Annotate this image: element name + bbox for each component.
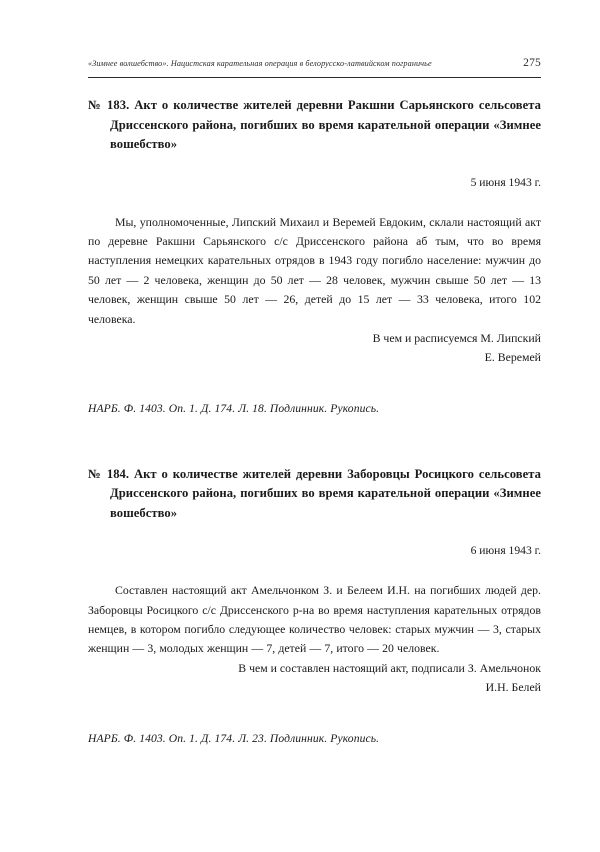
document-date: 6 июня 1943 г. bbox=[470, 544, 541, 558]
signature-line: И.Н. Белей bbox=[485, 680, 541, 695]
spacer bbox=[88, 698, 541, 730]
spacer bbox=[88, 368, 541, 400]
signature-line: В чем и расписуемся М. Липский bbox=[372, 330, 541, 345]
document-entry bbox=[88, 96, 541, 417]
running-header-title: «Зимнее волшебство». Нацистская карательная операция в белорусско-латвийском пограничье bbox=[88, 59, 432, 68]
document-body: Составлен настоящий акт Амельчонком З. и Белеем И.Н. на погибших людей дер. Заборовцы Росицкого с/с Дриссенского р-на во время наступления карательных отрядов немцев, в котором погибло следующее количество человек: старых мужчин — 3, старых женщин — 3, молодых женщин — 7, детей — 7, итого — 20 человек. bbox=[88, 583, 541, 656]
signature-line: Е. Веремей bbox=[484, 350, 541, 365]
archive-reference: НАРБ. Ф. 1403. Оп. 1. Д. 174. Л. 18. Подлинник. Рукопись. bbox=[88, 401, 380, 415]
running-header bbox=[88, 57, 541, 69]
spacer bbox=[88, 417, 541, 465]
spacer bbox=[88, 191, 541, 213]
document-date: 5 июня 1943 г. bbox=[470, 175, 541, 189]
document-title: № 183. Акт о количестве жителей деревни Ракшни Сарьянского сельсовета Дриссенского района, погибших во время карательной операции «Зимнее вошебство» bbox=[88, 98, 541, 151]
page-content bbox=[88, 96, 541, 747]
document-title: № 184. Акт о количестве жителей деревни Заборовцы Росицкого сельсовета Дриссенского района, погибших во время карательной операции «Зимнее вошебство» bbox=[88, 466, 541, 520]
archive-reference: НАРБ. Ф. 1403. Оп. 1. Д. 174. Л. 23. Подлинник. Рукопись. bbox=[88, 731, 380, 745]
spacer bbox=[88, 559, 541, 581]
signature-line: В чем и составлен настоящий акт, подписали З. Амельчонок bbox=[238, 660, 541, 675]
spacer bbox=[88, 523, 541, 543]
document-entry bbox=[88, 465, 541, 747]
header-divider bbox=[88, 77, 541, 78]
spacer bbox=[88, 155, 541, 175]
page-number: 275 bbox=[523, 57, 541, 69]
document-body: Мы, уполномоченные, Липский Михаил и Веремей Евдоким, склали настоящий акт по деревне Ракшни Сарьянского с/с Дриссенского района аб тым, что во время наступления немецких карательных отрядов в 1943 году погибло население: мужчин до 50 лет — 2 человека, женщин до 50 лет — 28 человек, мужчин свыше 50 лет — 13 человек, женщин свыше 50 лет — 26, детей до 15 лет — 33 человека, итого 102 человека. bbox=[88, 214, 541, 326]
